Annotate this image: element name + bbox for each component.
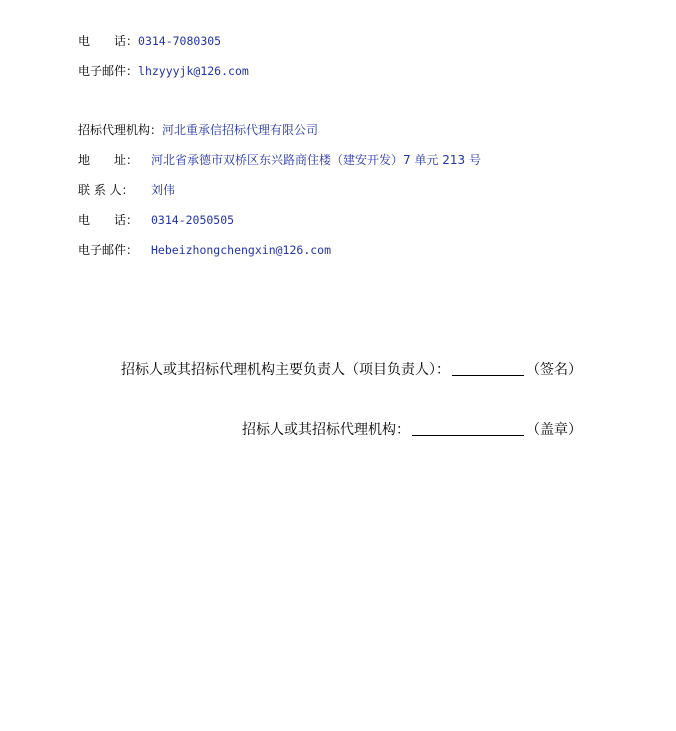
agency-address-value: 河北省承德市双桥区东兴路商住楼（建安开发）7 单元 213 号 (151, 153, 481, 167)
agency-name-line (78, 122, 318, 138)
signature-org-line (242, 420, 582, 440)
agency-contact-label: 联 系 人： (78, 183, 134, 197)
agency-email-value: Hebeizhongchengxin@126.com (151, 243, 332, 257)
signature-person-label: 招标人或其招标代理机构主要负责人（项目负责人）： (121, 362, 450, 378)
agency-email-label: 电子邮件： (78, 243, 139, 257)
agency-name-label: 招标代理机构： (78, 123, 163, 137)
tenderer-phone-value: 0314-7080305 (138, 34, 222, 48)
tenderer-email-label: 电子邮件： (78, 64, 139, 78)
signature-org-blank[interactable] (412, 421, 524, 436)
tenderer-email-value: lhzyyyjk@126.com (138, 64, 249, 78)
agency-phone-label: 电 话： (78, 213, 139, 227)
signature-person-suffix: （签名） (526, 362, 582, 378)
agency-contact-value: 刘伟 (151, 183, 176, 197)
signature-person-blank[interactable] (452, 361, 524, 376)
agency-phone-line (78, 212, 234, 228)
agency-contact-line (78, 182, 175, 198)
signature-org-suffix: （盖章） (526, 422, 582, 438)
signature-org-label: 招标人或其招标代理机构： (242, 422, 410, 438)
agency-address-line (78, 152, 481, 168)
signature-person-line (121, 360, 582, 380)
agency-address-label: 地 址： (78, 153, 139, 167)
tenderer-email-line (78, 63, 249, 79)
agency-name-value: 河北重承信招标代理有限公司 (162, 123, 319, 137)
tenderer-phone-label: 电 话： (78, 34, 139, 48)
tenderer-phone-line (78, 33, 221, 49)
agency-phone-value: 0314-2050505 (151, 213, 235, 227)
agency-email-line (78, 242, 331, 258)
